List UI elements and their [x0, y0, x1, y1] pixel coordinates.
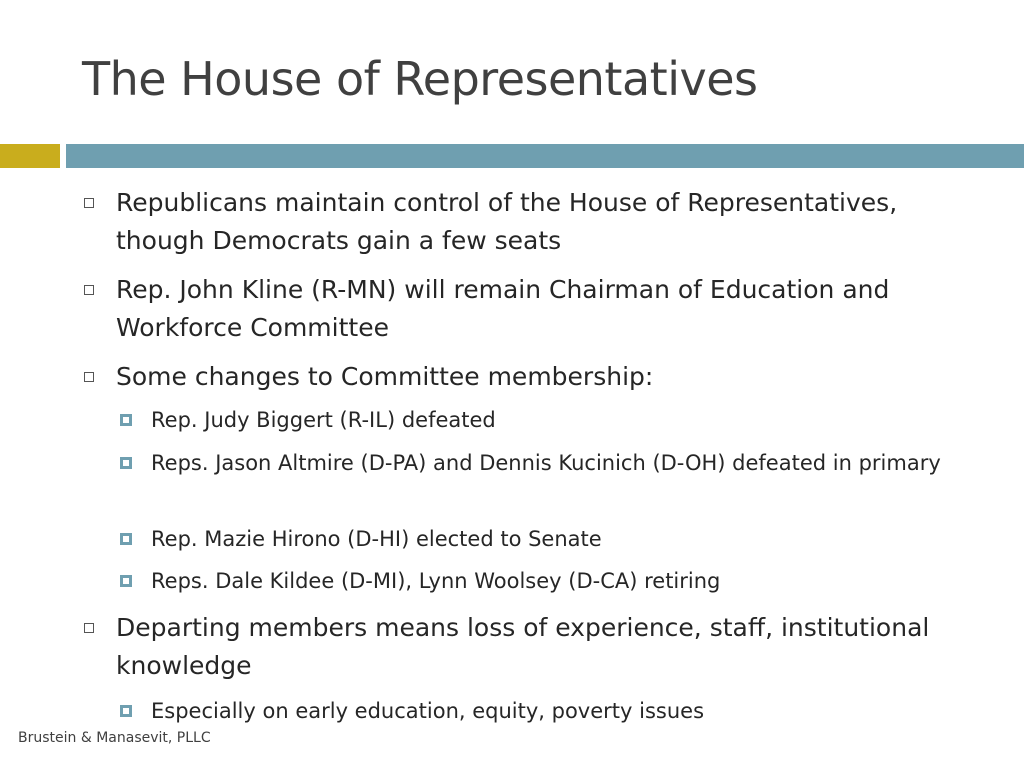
- sub-bullet-item: [120, 447, 980, 480]
- sub-bullet-text: Rep. Judy Biggert (R-IL) defeated: [151, 408, 496, 432]
- sub-bullet-item: [120, 695, 980, 728]
- bullet-item: [84, 609, 964, 685]
- hollow-square-bullet-icon: [84, 285, 94, 295]
- bullet-item: [84, 184, 964, 260]
- bullet-text: Departing members means loss of experience, staff, institutional knowledge: [116, 613, 930, 680]
- slide-footer: Brustein & Manasevit, PLLC: [18, 730, 211, 746]
- sub-bullet-item: [120, 565, 980, 598]
- hollow-square-bullet-icon: [84, 198, 94, 208]
- bullet-text: Republicans maintain control of the House of Representatives, though Democrats gain a few seats: [116, 188, 898, 255]
- sub-bullet-text: Rep. Mazie Hirono (D-HI) elected to Senate: [151, 527, 602, 551]
- filled-square-bullet-icon: [120, 705, 132, 717]
- hollow-square-bullet-icon: [84, 372, 94, 382]
- bullet-text: Rep. John Kline (R-MN) will remain Chairman of Education and Workforce Committee: [116, 275, 890, 342]
- bullet-item: [84, 358, 964, 396]
- sub-bullet-text: Reps. Dale Kildee (D-MI), Lynn Woolsey (D-CA) retiring: [151, 569, 721, 593]
- filled-square-bullet-icon: [120, 533, 132, 545]
- bullet-text: Some changes to Committee membership:: [116, 362, 654, 391]
- filled-square-bullet-icon: [120, 414, 132, 426]
- slide-title: The House of Representatives: [82, 52, 758, 106]
- sub-bullet-item: [120, 404, 980, 437]
- filled-square-bullet-icon: [120, 457, 132, 469]
- hollow-square-bullet-icon: [84, 623, 94, 633]
- sub-bullet-text: Especially on early education, equity, poverty issues: [151, 699, 705, 723]
- bullet-item: [84, 271, 964, 347]
- sub-bullet-item: [120, 523, 980, 556]
- sub-bullet-text: Reps. Jason Altmire (D-PA) and Dennis Kucinich (D-OH) defeated in primary: [151, 451, 941, 475]
- filled-square-bullet-icon: [120, 575, 132, 587]
